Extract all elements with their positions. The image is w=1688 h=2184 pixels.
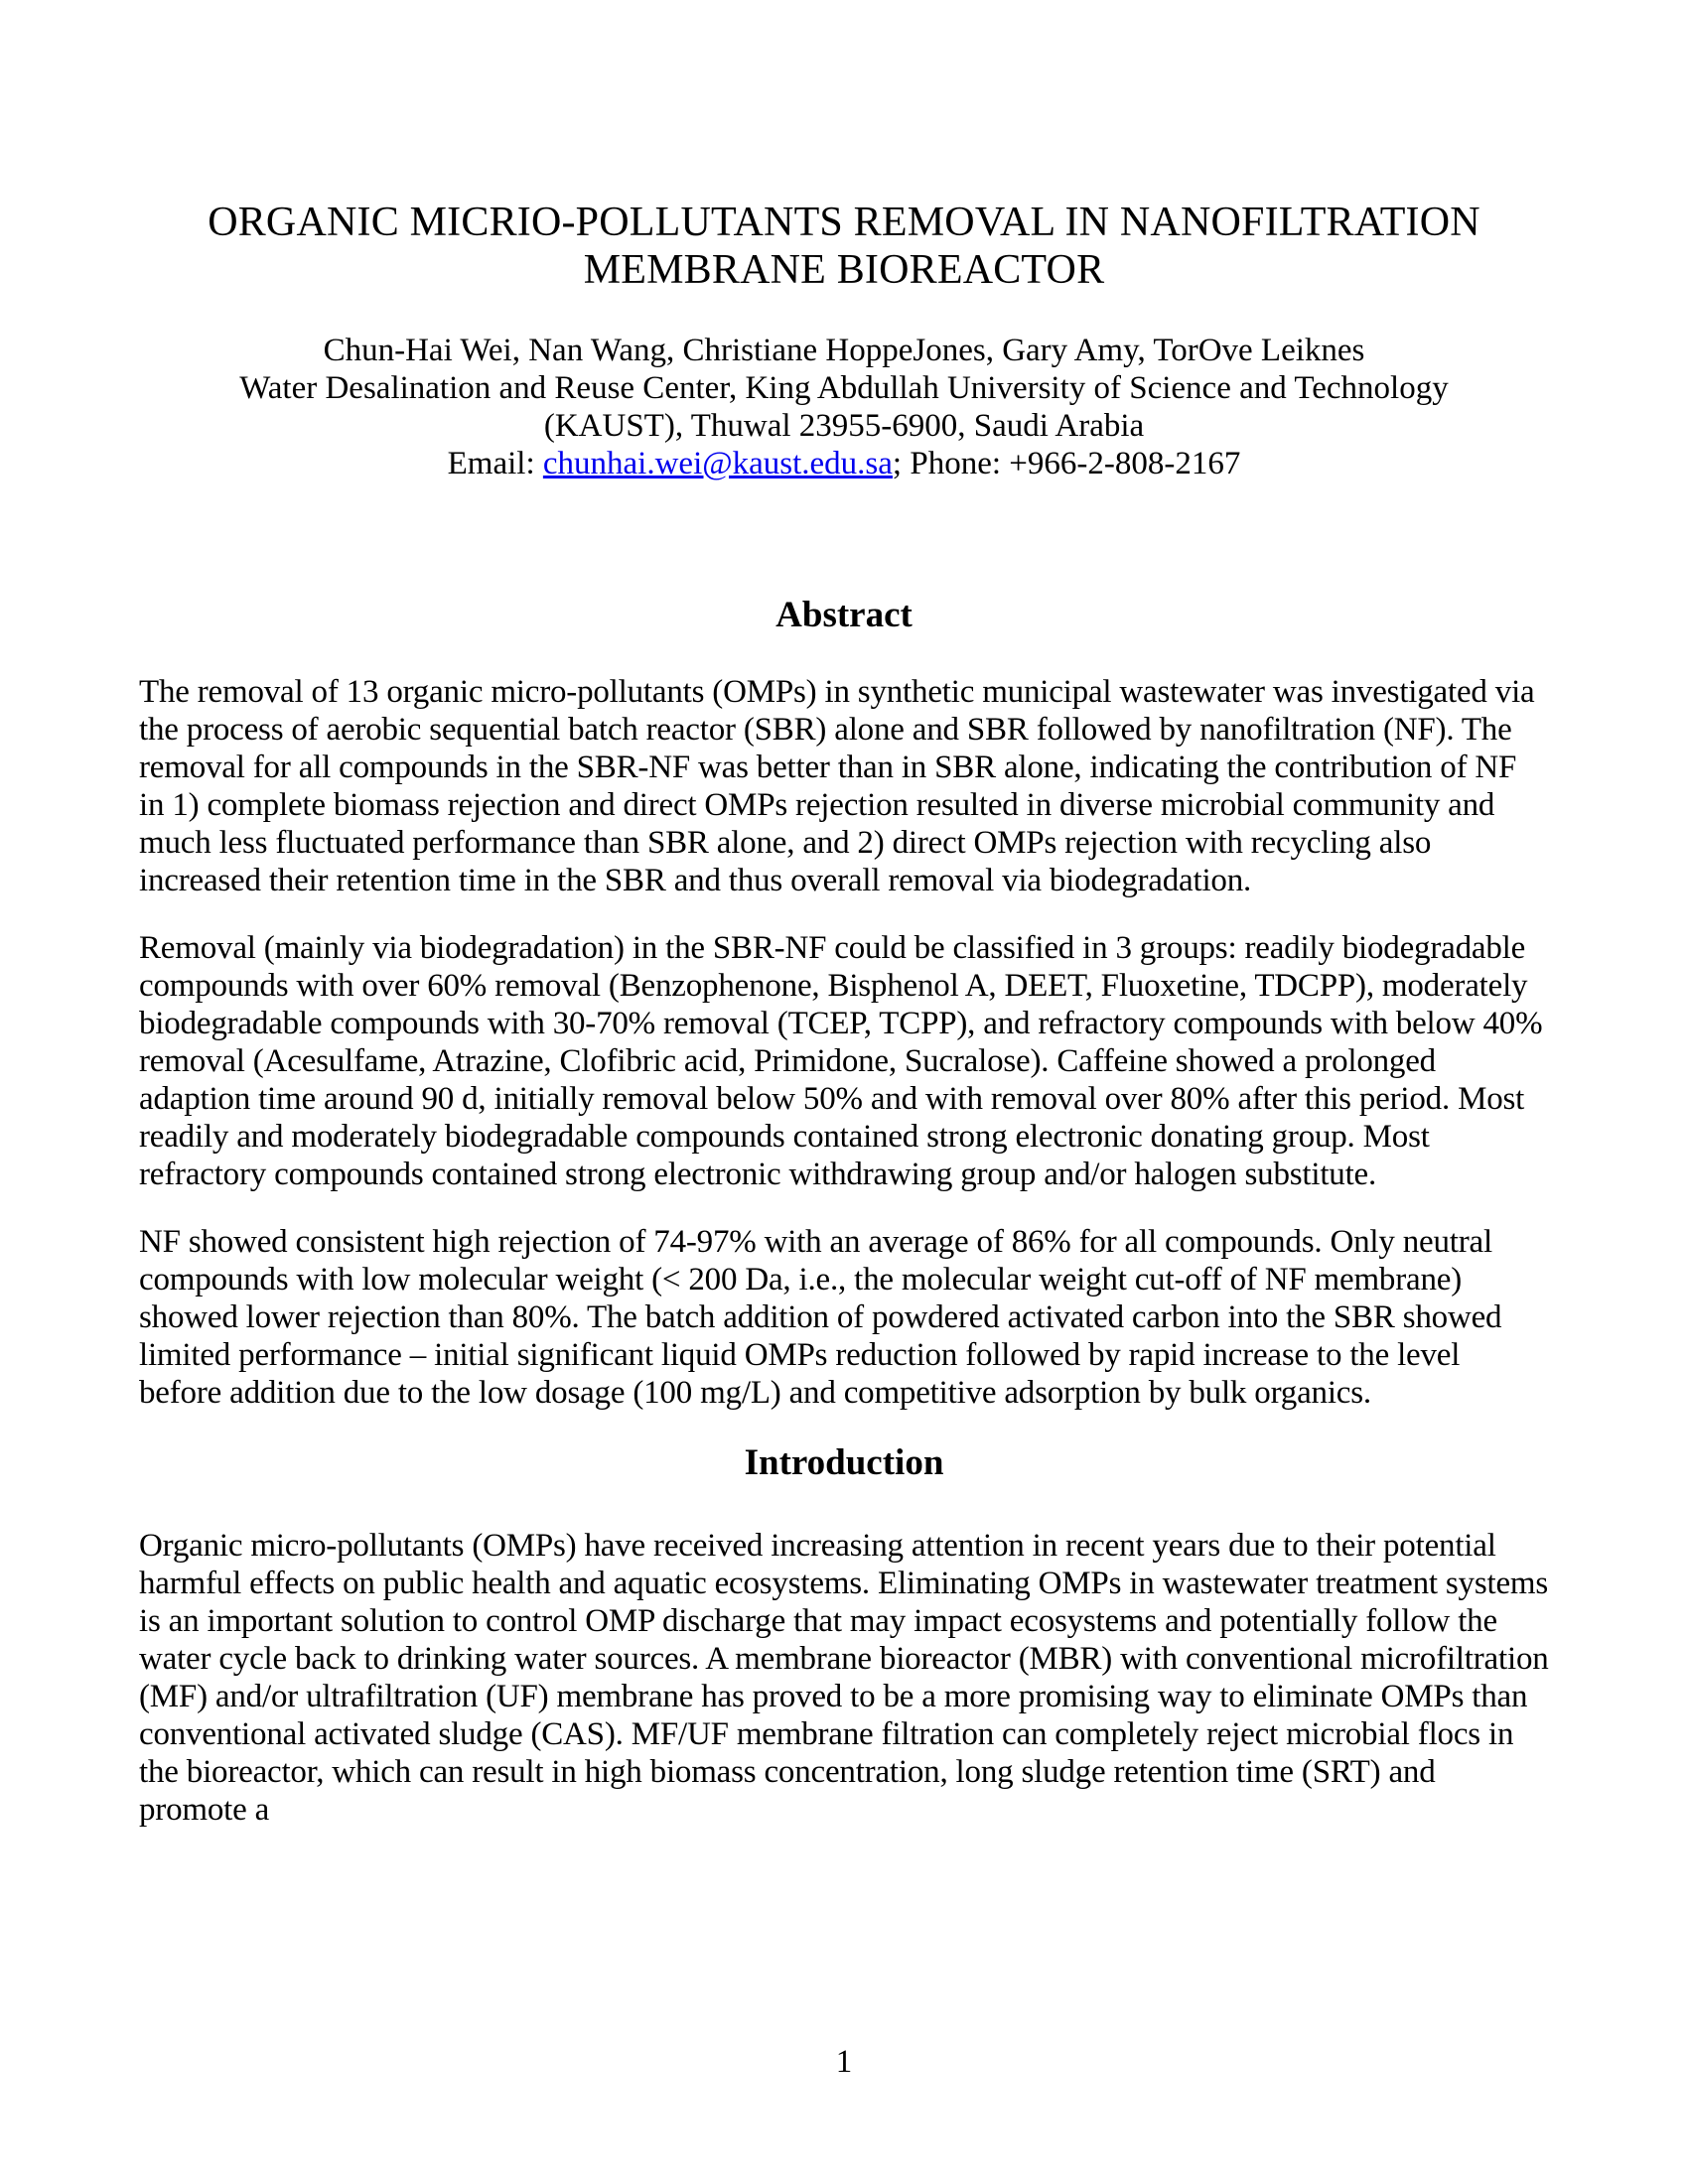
phone-text: ; Phone: +966-2-808-2167 bbox=[892, 446, 1241, 481]
email-label: Email: bbox=[447, 446, 543, 481]
email-link[interactable]: chunhai.wei@kaust.edu.sa bbox=[542, 446, 893, 481]
author-block bbox=[139, 332, 1549, 482]
paper-title-line-1: ORGANIC MICRIO-POLLUTANTS REMOVAL IN NANOFILTRATION bbox=[208, 200, 1480, 245]
abstract-paragraph-2: Removal (mainly via biodegradation) in the SBR-NF could be classified in 3 groups: readily biodegradable compounds with over 60% removal (Benzophenone, Bisphenol A, DEET, Fluoxetine, TDCPP), moderately biodegradable compounds with 30-70% removal (TCEP, TCPP), and refractory compounds with below 40% removal (Acesulfame, Atrazine, Clofibric acid, Primidone, Sucralose). Caffeine showed a prolonged adaption time around 90 d, initially removal below 50% and with removal over 80% after this period. Most readily and moderately biodegradable compounds contained strong electronic donating group. Most refractory compounds contained strong electronic withdrawing group and/or halogen substitute. bbox=[139, 930, 1543, 1192]
affiliation-line-1: Water Desalination and Reuse Center, King Abdullah University of Science and Technology bbox=[239, 370, 1449, 406]
authors-line: Chun-Hai Wei, Nan Wang, Christiane HoppeJones, Gary Amy, TorOve Leiknes bbox=[323, 333, 1365, 368]
page-number: 1 bbox=[835, 2044, 853, 2080]
affiliation-line-2: (KAUST), Thuwal 23955-6900, Saudi Arabia bbox=[543, 408, 1145, 444]
contact-line bbox=[139, 445, 1549, 482]
abstract-paragraph-3: NF showed consistent high rejection of 74-97% with an average of 86% for all compounds. Only neutral compounds with low molecular weight (< 200 Da, i.e., the molecular weight cut-off of NF membrane) showed lower rejection than 80%. The batch addition of powdered activated carbon into the SBR showed limited performance – initial significant liquid OMPs reduction followed by rapid increase to the level before addition due to the low dosage (100 mg/L) and competitive adsorption by bulk organics. bbox=[139, 1224, 1502, 1411]
abstract-paragraph-1: The removal of 13 organic micro-pollutants (OMPs) in synthetic municipal wastewater was investigated via the process of aerobic sequential batch reactor (SBR) alone and SBR followed by nanofiltration (NF). The removal for all compounds in the SBR-NF was better than in SBR alone, indicating the contribution of NF in 1) complete biomass rejection and direct OMPs rejection resulted in diverse microbial community and much less fluctuated performance than SBR alone, and 2) direct OMPs rejection with recycling also increased their retention time in the SBR and thus overall removal via biodegradation. bbox=[139, 674, 1535, 898]
paper-title bbox=[139, 199, 1549, 294]
introduction-heading: Introduction bbox=[744, 1442, 944, 1483]
paper-title-line-2: MEMBRANE BIOREACTOR bbox=[583, 247, 1105, 293]
page-footer bbox=[0, 2043, 1688, 2081]
abstract-heading: Abstract bbox=[775, 595, 913, 635]
introduction-paragraph-1: Organic micro-pollutants (OMPs) have received increasing attention in recent years due to their potential harmful effects on public health and aquatic ecosystems. Eliminating OMPs in wastewater treatment systems is an important solution to control OMP discharge that may impact ecosystems and potentially follow the water cycle back to drinking water sources. A membrane bioreactor (MBR) with conventional microfiltration (MF) and/or ultrafiltration (UF) membrane has proved to be a more promising way to eliminate OMPs than conventional activated sludge (CAS). MF/UF membrane filtration can completely reject microbial flocs in the bioreactor, which can result in high biomass concentration, long sludge retention time (SRT) and promote a bbox=[139, 1528, 1549, 1828]
